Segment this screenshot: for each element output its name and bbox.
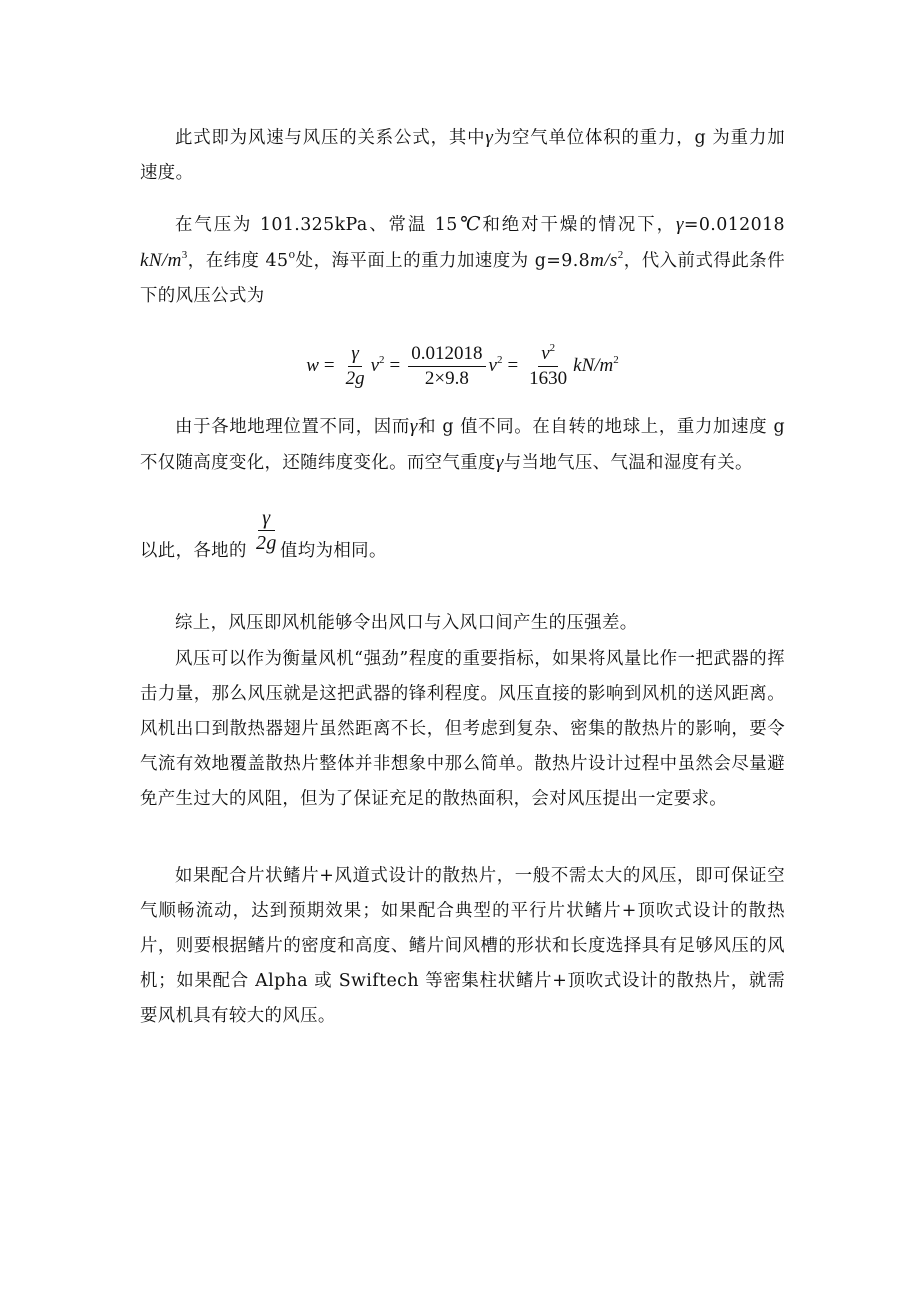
paragraph-gamma-over-2g-constant <box>140 506 785 566</box>
text-run: 和绝对干燥的情况下， <box>482 215 676 235</box>
fraction-gamma-over-2g <box>252 506 281 555</box>
celsius-symbol: ℃ <box>457 214 483 235</box>
unit-kn-per-m2 <box>573 355 619 377</box>
paragraph-heatsink-fin-types: 如果配合片状鳍片+风道式设计的散热片，一般不需太大的风压，即可保证空气顺畅流动，达到预期效果；如果配合典型的平行片状鳍片+顶吹式设计的散热片，则要根据鳍片的密度和高度、鳍片间风槽的形状和长度选择具有足够风压的风机；如果配合 Alpha 或 Swiftech 等密集柱状鳍片+顶吹式设计的散热片，就需要风机具有较大的风压。 <box>140 866 785 1026</box>
text-run: 此式即为风速与风压的关系公式，其中 <box>175 128 486 148</box>
text-run: ，代入前式得此条件下的风压公式为 <box>140 251 785 306</box>
text-run: 与当地气压、气温和湿度有关。 <box>503 453 753 473</box>
v-squared <box>371 355 385 377</box>
var-v: v <box>488 355 497 376</box>
fraction-numerator: 0.012018 <box>408 343 485 367</box>
fraction-denominator: 2g <box>256 532 277 554</box>
text-run: 和 g 值不同。在自转的地球上，重力加速度 g 不仅随高度变化，还随纬度变化。而空气重度 <box>140 417 785 473</box>
unit-exponent: 3 <box>181 249 188 261</box>
gamma-symbol: γ <box>485 127 494 148</box>
v-squared <box>489 355 503 377</box>
gamma-symbol: γ <box>409 416 418 437</box>
exponent: 2 <box>613 354 619 366</box>
exponent: 2 <box>549 341 556 354</box>
paragraph-wind-pressure-relation <box>140 120 785 191</box>
equals-sign: = <box>389 355 401 376</box>
fraction-gamma-over-2g <box>343 343 368 390</box>
text-run: ，在纬度 45 <box>187 251 289 271</box>
wind-pressure-equation <box>140 336 785 396</box>
fraction-v2-over-1630 <box>526 343 570 390</box>
text-run: 为空气单位体积的重力，g 为重力加速度。 <box>140 128 785 183</box>
unit-text: kN/m <box>573 355 614 376</box>
text-run: 以此，各地的 <box>140 541 247 561</box>
exponent: 2 <box>496 354 503 366</box>
unit-exponent: 2 <box>617 249 624 261</box>
text-run: 在气压为 101.325kPa、常温 15 <box>175 215 458 235</box>
text-run: 值均为相同。 <box>280 541 387 561</box>
text-run: 由于各地地理位置不同，因而 <box>175 417 410 437</box>
gamma-symbol: γ <box>495 452 504 473</box>
paragraph-standard-conditions <box>140 207 785 314</box>
text-run: 处，海平面上的重力加速度为 g=9.8 <box>295 251 591 271</box>
fraction-numerator: γ <box>258 506 274 531</box>
fraction-denominator: 2g <box>345 367 365 389</box>
fraction-denominator: 2×9.8 <box>424 367 469 389</box>
var-v: v <box>541 342 550 364</box>
exponent: 2 <box>379 354 385 366</box>
fraction-denominator: 1630 <box>529 367 568 389</box>
fraction-numerator <box>538 343 558 367</box>
equals-sign: = <box>507 355 519 376</box>
unit-m-per-s2 <box>590 250 624 271</box>
equation-lhs: w <box>306 355 319 376</box>
paragraph-geographic-variation <box>140 409 785 481</box>
gamma-symbol: γ <box>675 214 684 235</box>
paragraph-summary: 综上，风压即风机能够令出风口与入风口间产生的压强差。 <box>175 613 638 633</box>
unit-kn-per-m3 <box>140 250 188 271</box>
var-v: v <box>370 355 380 376</box>
equals-sign: = <box>323 355 335 376</box>
paragraph-pressure-indicator: 风压可以作为衡量风机“强劲”程度的重要指标，如果将风量比作一把武器的挥击力量，那么风压就是这把武器的锋利程度。风压直接的影响到风机的送风距离。风机出口到散热器翅片虽然距离不长，但考虑到复杂、密集的散热片的影响，要令气流有效地覆盖散热片整体并非想象中那么简单。散热片设计过程中虽然会尽量避免产生过大的风阻，但为了保证充足的散热面积，会对风压提出一定要求。 <box>140 649 785 809</box>
fraction-numeric <box>408 343 485 390</box>
text-run: =0.012018 <box>683 215 786 235</box>
fraction-numerator: γ <box>348 343 362 367</box>
unit-text: kN/m <box>140 250 182 271</box>
degree-symbol: o <box>288 248 296 261</box>
unit-text: m/s <box>590 250 618 271</box>
